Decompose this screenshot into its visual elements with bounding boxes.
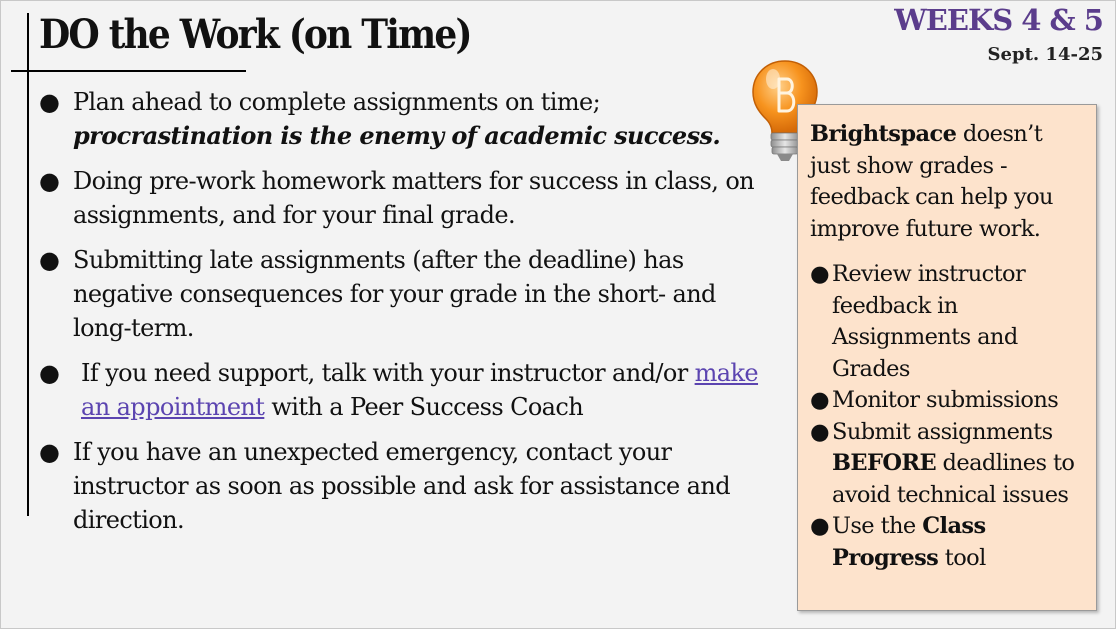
tip-item-class-progress <box>810 511 1086 574</box>
make-appointment-link[interactable]: make an appointment <box>81 359 759 421</box>
bullet-dot: ● <box>39 167 60 195</box>
tip-intro-text: doesn’t just show grades - feedback can help you improve future work. <box>810 121 1053 242</box>
bullet-emphasis: procrastination is the enemy of academic success. <box>73 121 721 150</box>
bullet-late-assignments <box>39 243 759 345</box>
bullet-dot: ● <box>810 513 830 539</box>
slide-title: DO the Work (on Time) <box>39 11 471 58</box>
bullet-dot: ● <box>39 246 60 274</box>
bullet-dot: ● <box>810 261 830 287</box>
bullet-emergency <box>39 435 759 537</box>
brightspace-tip-box <box>797 104 1097 611</box>
tip-intro-bold: Brightspace <box>810 121 957 147</box>
bullet-dot: ● <box>810 418 830 445</box>
bullet-plan-ahead <box>39 85 759 153</box>
bullet-text: If you need support, talk with your instructor and/or <box>81 359 695 387</box>
tip-item-text: Review instructor feedback in Assignments and Grades <box>832 261 1026 382</box>
bullet-pre-work <box>39 164 759 232</box>
bullet-dot: ● <box>39 88 60 116</box>
main-bullet-list <box>39 85 759 548</box>
bullet-dot: ● <box>810 387 830 413</box>
vertical-rule <box>27 13 29 516</box>
tip-item-bold: BEFORE <box>832 450 936 476</box>
tip-item-submit-before <box>810 417 1086 512</box>
bullet-text: Submitting late assignments (after the deadline) has negative consequences for your grade in the short- and long-term. <box>73 246 716 342</box>
weeks-label: WEEKS 4 & 5 <box>894 3 1103 37</box>
tip-item-text: Submit assignments <box>832 418 1053 445</box>
bullet-text: If you have an unexpected emergency, contact your instructor as soon as possible and ask for assistance and direction. <box>73 438 730 534</box>
tip-item-bold: Class Progress <box>832 513 986 571</box>
tip-intro <box>810 119 1086 245</box>
title-underline <box>11 70 246 72</box>
tip-list <box>810 259 1086 574</box>
tip-item-text: Monitor submissions <box>832 387 1059 413</box>
bullet-dot: ● <box>39 359 60 387</box>
tip-item-text: tool <box>938 544 986 571</box>
bullet-text: with a Peer Success Coach <box>264 393 584 421</box>
tip-item-text: Use the <box>832 513 923 539</box>
bullet-text: Doing pre-work homework matters for success in class, on assignments, and for your final grade. <box>73 167 755 229</box>
tip-item-monitor <box>810 385 1086 417</box>
bullet-text: Plan ahead to complete assignments on time; <box>73 88 601 116</box>
tip-item-text: deadlines to avoid technical issues <box>832 450 1075 508</box>
bullet-dot: ● <box>39 438 60 466</box>
bullet-support <box>39 356 759 424</box>
tip-item-review-feedback <box>810 259 1086 385</box>
date-range: Sept. 14-25 <box>987 44 1103 65</box>
